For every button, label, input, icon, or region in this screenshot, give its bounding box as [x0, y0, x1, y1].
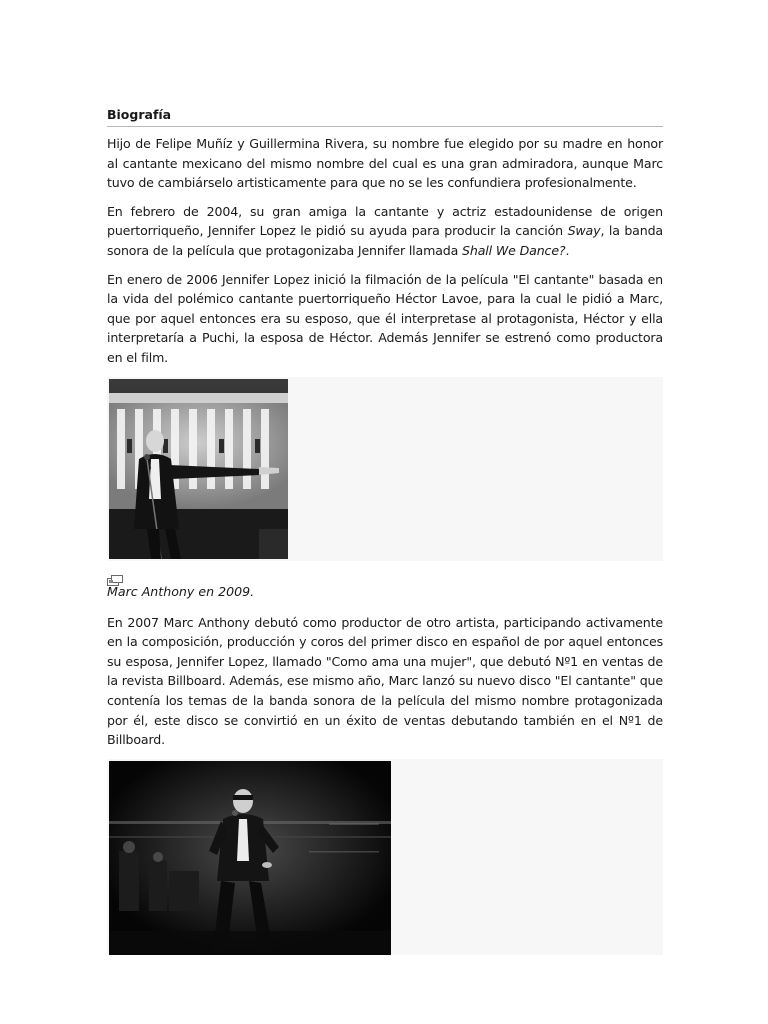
figure-2	[107, 759, 663, 955]
paragraph-1	[107, 134, 663, 193]
song-title: Sway	[567, 223, 601, 239]
figure-1	[107, 377, 663, 561]
text-fragment: En febrero de	[107, 203, 207, 219]
link-jennifer-lopez[interactable]: Jennifer Lopez	[207, 223, 296, 239]
photo-image	[109, 761, 391, 955]
text-fragment: , para la cual le pidió a Marc, que por aquel entonces era su esposo, que él interpretase al protagonista, Héctor y ella interpretaría a Puchi, la esposa de Héctor. Además Jennifer se estrenó como productora en el film.	[107, 291, 663, 365]
text-fragment: le pidió su ayuda para producir la canción	[295, 223, 568, 239]
photo-image	[109, 379, 288, 559]
paragraph-4	[107, 613, 663, 750]
photo-marc-anthony-2009[interactable]	[109, 379, 288, 559]
link-puertorriqueno[interactable]: puertorriqueño	[107, 223, 200, 239]
paragraph-2	[107, 202, 663, 261]
enlarge-icon[interactable]	[107, 571, 123, 582]
text-fragment: , su gran amiga la cantante y actriz estadounidense de origen	[238, 203, 663, 219]
link-year-2004[interactable]: 2004	[206, 203, 239, 219]
paragraph-3	[107, 270, 663, 368]
text-fragment: ,	[199, 223, 208, 239]
figure-1-caption: Marc Anthony en 2009.	[107, 583, 255, 599]
section-heading: Biografía	[107, 106, 663, 127]
text-fragment: , la banda sonora de la película que protagonizaba Jennifer llamada	[107, 223, 663, 258]
text-fragment: En enero de 2006 Jennifer Lopez inició la filmación de la película "El cantante" basada en la vida del polémico cantante puertorriqueño	[107, 271, 663, 307]
paragraph-1-text: Hijo de Felipe Muñíz y Guillermina Rivera, su nombre fue elegido por su madre en honor al cantante mexicano del mismo nombre del cual es una gran admiradora, aunque Marc tuvo de cambiárselo artisticamente para que no se les confundiera profesionalmente.	[107, 136, 663, 191]
movie-title: Shall We Dance?	[462, 242, 566, 258]
article	[107, 106, 663, 955]
text-fragment: En	[107, 614, 128, 630]
text-fragment: .	[565, 242, 570, 258]
photo-marc-anthony-concert[interactable]	[109, 761, 391, 955]
link-year-2007[interactable]: 2007	[127, 614, 159, 630]
link-hector-lavoe[interactable]: Héctor Lavoe	[395, 291, 479, 307]
text-fragment: Marc Anthony debutó como productor de otro artista, participando activamente en la composición, producción y coros del primer disco en español de por aquel entonces su esposa, Jennifer Lopez, llamado "Como ama una mujer", que debutó Nº1 en ventas de la revista Billboard. Además, ese mismo año, Marc lanzó su nuevo disco "El cantante" que contenía los temas de la banda sonora de la película del mismo nombre protagonizada por él, este disco se convirtió en un éxito de ventas debutando también en el Nº1 de Billboard.	[107, 614, 663, 748]
